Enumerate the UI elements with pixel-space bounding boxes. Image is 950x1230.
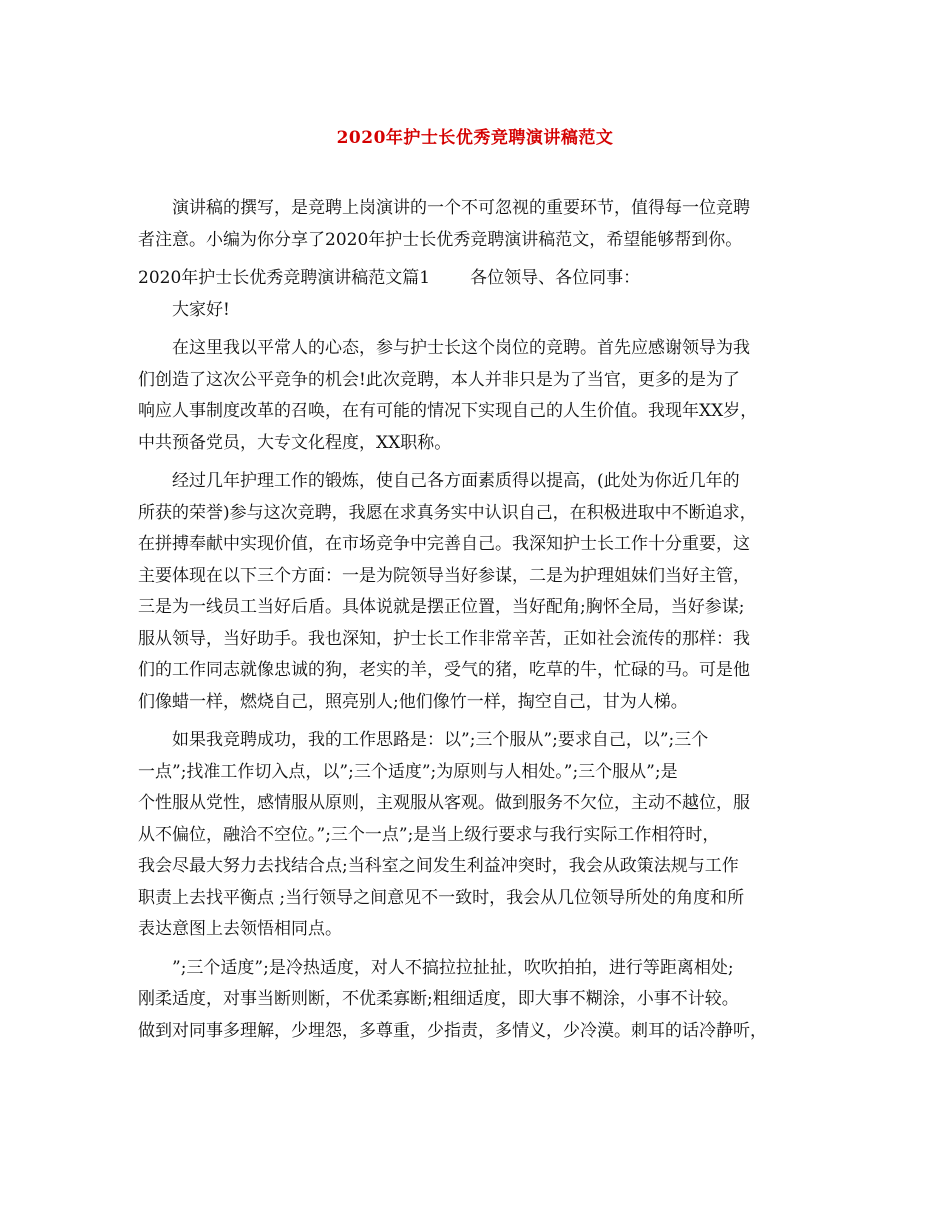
text-line: 刚柔适度，对事当断则断，不优柔寡断;粗细适度，即大事不糊涂，小事不计较。 bbox=[138, 989, 739, 1009]
body-paragraph bbox=[138, 333, 820, 459]
text-line: 响应人事制度改革的召唤，在有可能的情况下实现自己的人生价值。我现年XX岁， bbox=[138, 401, 758, 421]
text-line: ”;三个适度”;是冷热适度，对人不搞拉拉扯扯，吹吹拍拍，进行等距离相处; bbox=[172, 957, 734, 978]
body-paragraph bbox=[138, 725, 820, 946]
text-line: 经过几年护理工作的锻炼，使自己各方面素质得以提高，(此处为你近几年的 bbox=[172, 471, 740, 491]
text-line: 们创造了这次公平竞争的机会!此次竞聘，本人并非只是为了当官，更多的是为了 bbox=[138, 369, 740, 390]
text-line: 演讲稿的撰写，是竞聘上岗演讲的一个不可忽视的重要环节，值得每一位竞聘 bbox=[172, 198, 750, 218]
document-body bbox=[138, 193, 820, 1054]
text-line: 职责上去找平衡点 ;当行领导之间意见不一致时，我会从几位领导所处的角度和所 bbox=[138, 887, 745, 908]
text-line: 个性服从党性，感情服从原则，主观服从客观。做到服务不欠位，主动不越位，服 bbox=[138, 793, 750, 813]
text-line: 我会尽最大努力去找结合点;当科室之间发生利益冲突时，我会从政策法规与工作 bbox=[138, 856, 739, 876]
text-line: 大家好! bbox=[172, 299, 230, 320]
section-heading-line bbox=[138, 263, 820, 295]
intro-paragraph bbox=[138, 193, 820, 256]
text-line: 在拼搏奉献中实现价值，在市场竞争中完善自己。我深知护士长工作十分重要，这 bbox=[138, 534, 750, 554]
body-paragraph bbox=[138, 953, 820, 1048]
salutation: 各位领导、各位同事： bbox=[470, 268, 641, 288]
text-line: 者注意。小编为你分享了2020年护士长优秀竞聘演讲稿范文，希望能够帮到你。 bbox=[138, 229, 743, 250]
text-line: 表达意图上去领悟相同点。 bbox=[138, 919, 342, 939]
document-title: 2020年护士长优秀竞聘演讲稿范文 bbox=[336, 128, 614, 148]
text-line: 中共预备党员，大专文化程度，XX职称。 bbox=[138, 432, 452, 453]
section-heading: 2020年护士长优秀竞聘演讲稿范文篇1 bbox=[138, 268, 431, 288]
text-line: 做到对同事多理解，少埋怨，多尊重，少指责，多情义，少冷漠。刺耳的话冷静听， bbox=[138, 1020, 767, 1041]
text-line: 三是为一线员工当好后盾。具体说就是摆正位置，当好配角;胸怀全局，当好参谋; bbox=[138, 597, 745, 617]
text-line: 主要体现在以下三个方面：一是为院领导当好参谋，二是为护理姐妹们当好主管， bbox=[138, 565, 750, 586]
text-line: 从不偏位，融洽不空位。”;三个一点”;是当上级行要求与我行实际工作相符时， bbox=[138, 824, 720, 845]
text-line: 一点”;找准工作切入点，以”;三个适度”;为原则与人相处。”;三个服从”;是 bbox=[138, 761, 678, 782]
text-line: 所获的荣誉)参与这次竞聘，我愿在求真务实中认识自己，在积极进取中不断追求， bbox=[138, 502, 757, 523]
body-paragraph bbox=[138, 466, 820, 718]
text-line: 在这里我以平常人的心态，参与护士长这个岗位的竞聘。首先应感谢领导为我 bbox=[172, 338, 750, 358]
text-line: 服从领导，当好助手。我也深知，护士长工作非常辛苦，正如社会流传的那样：我 bbox=[138, 628, 750, 649]
text-line: 们的工作同志就像忠诚的狗，老实的羊，受气的猪，吃草的牛，忙碌的马。可是他 bbox=[138, 660, 750, 680]
text-line: 如果我竞聘成功，我的工作思路是：以”;三个服从”;要求自己，以”;三个 bbox=[172, 730, 709, 750]
greeting-paragraph bbox=[138, 295, 820, 327]
text-line: 们像蜡一样，燃烧自己，照亮别人;他们像竹一样，掏空自己，甘为人梯。 bbox=[138, 691, 688, 712]
